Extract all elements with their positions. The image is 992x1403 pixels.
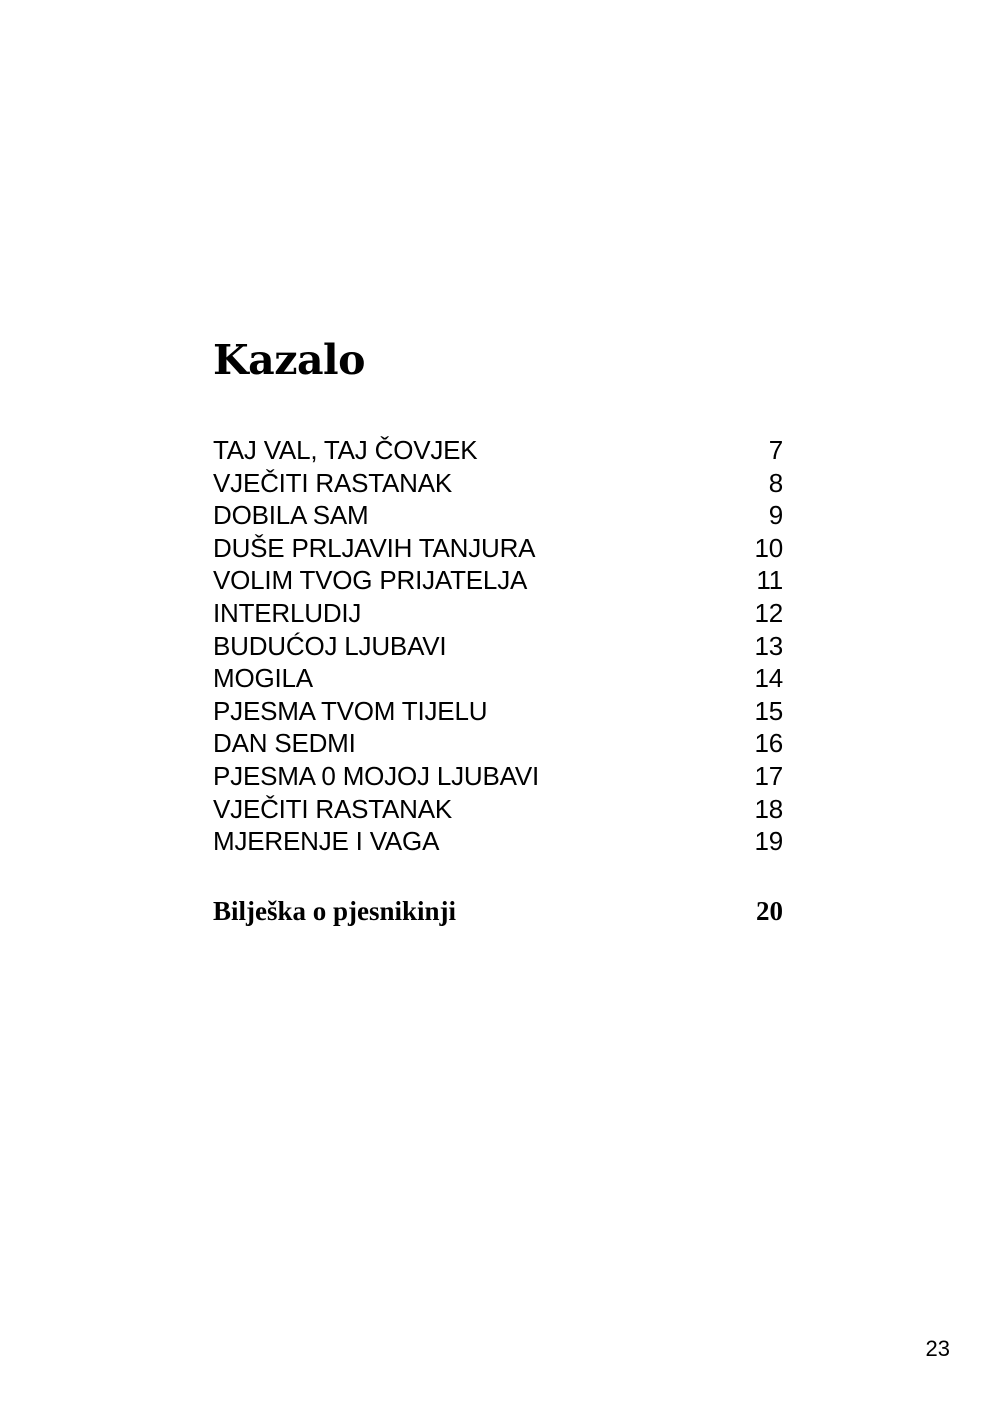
toc-entry-page: 9 bbox=[768, 500, 783, 531]
toc-entry-title: PJESMA 0 MOJOJ LJUBAVI bbox=[213, 760, 539, 791]
toc-entry-page: 13 bbox=[754, 630, 783, 661]
toc-entry-page: 8 bbox=[768, 467, 783, 498]
toc-entry-page: 18 bbox=[754, 793, 783, 824]
toc-entry-title: INTERLUDIJ bbox=[213, 597, 362, 628]
toc-entry bbox=[213, 662, 783, 695]
toc-entry bbox=[213, 760, 783, 793]
toc-entry-title: BUDUĆOJ LJUBAVI bbox=[213, 630, 447, 661]
toc-entry-page: 7 bbox=[768, 435, 783, 465]
toc-entry bbox=[213, 630, 783, 663]
toc-entry bbox=[213, 564, 783, 597]
toc-entry bbox=[213, 597, 783, 630]
toc-entry bbox=[213, 727, 783, 760]
toc-entry bbox=[213, 532, 783, 565]
toc-entry-page: 15 bbox=[754, 695, 783, 726]
toc-entry-page: 16 bbox=[754, 728, 783, 759]
toc-entry-title: TAJ VAL, TAJ ČOVJEK bbox=[213, 435, 478, 465]
toc-entry-title: PJESMA TVOM TIJELU bbox=[213, 695, 488, 726]
toc-entry-title: MJERENJE I VAGA bbox=[213, 826, 440, 857]
toc-note-title: Bilješka o pjesnikinji bbox=[213, 896, 457, 926]
toc-entry bbox=[213, 467, 783, 500]
table-of-contents bbox=[213, 434, 783, 858]
toc-entry-page: 19 bbox=[754, 826, 783, 857]
page-number: 23 bbox=[925, 1336, 950, 1361]
toc-entry-page: 12 bbox=[754, 597, 783, 628]
toc-note-entry bbox=[213, 893, 783, 929]
page-title: Kazalo bbox=[213, 336, 365, 384]
toc-entry-title: MOGILA bbox=[213, 663, 313, 694]
toc-entry bbox=[213, 825, 783, 858]
toc-entry-page: 11 bbox=[756, 565, 783, 596]
toc-entry-title: DAN SEDMI bbox=[213, 728, 356, 759]
toc-entry bbox=[213, 695, 783, 728]
toc-entry bbox=[213, 434, 783, 467]
toc-entry-title: VJEČITI RASTANAK bbox=[213, 793, 453, 824]
toc-note-page: 20 bbox=[756, 896, 783, 926]
toc-entry-page: 14 bbox=[754, 663, 783, 694]
toc-entry-title: DUŠE PRLJAVIH TANJURA bbox=[213, 532, 536, 563]
toc-entry-page: 17 bbox=[754, 760, 783, 791]
toc-entry-title: VJEČITI RASTANAK bbox=[213, 467, 453, 498]
toc-entry bbox=[213, 499, 783, 532]
toc-entry-page: 10 bbox=[754, 532, 783, 563]
toc-entry-title: DOBILA SAM bbox=[213, 500, 369, 531]
toc-entry-title: VOLIM TVOG PRIJATELJA bbox=[213, 565, 528, 596]
toc-entry bbox=[213, 793, 783, 826]
